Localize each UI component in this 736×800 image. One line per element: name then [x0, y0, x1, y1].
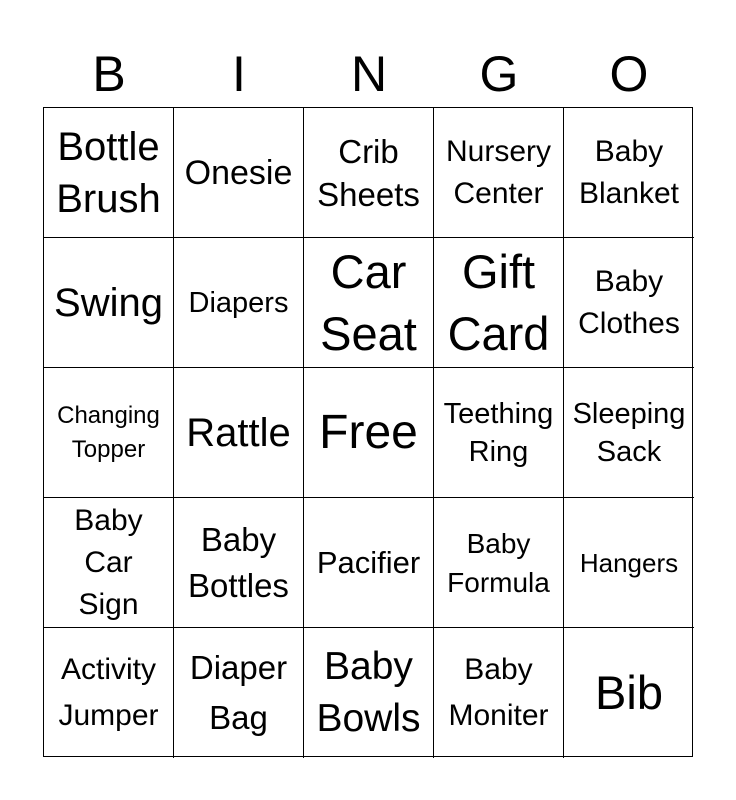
- cell-label: Free: [319, 405, 418, 459]
- cell-label: Diapers: [188, 286, 289, 319]
- bingo-cell: [174, 368, 304, 498]
- cell-label: Baby Blanket: [578, 134, 680, 210]
- header-letter-i: I: [232, 46, 246, 102]
- cell-label: Bottle Brush: [56, 124, 161, 221]
- bingo-cell: [174, 108, 304, 238]
- bingo-cell: [304, 498, 434, 628]
- bingo-cell: [304, 108, 434, 238]
- cell-label: Diaper Bag: [189, 649, 288, 736]
- cell-label: Onesie: [184, 153, 293, 192]
- header-letter-b: B: [92, 46, 126, 102]
- bingo-cell: [44, 628, 174, 758]
- cell-label: Baby Formula: [447, 527, 550, 598]
- header-letter-n: N: [350, 46, 388, 102]
- bingo-cell: [44, 498, 174, 628]
- cell-label: Pacifier: [316, 544, 421, 580]
- bingo-card-grid: [43, 107, 693, 757]
- header-letter-o: O: [609, 46, 649, 102]
- header-letter-g: G: [479, 46, 519, 102]
- bingo-cell: [304, 628, 434, 758]
- bingo-header: [44, 44, 694, 104]
- cell-label: Swing: [54, 280, 163, 325]
- cell-label: Baby Car Sign: [74, 503, 143, 621]
- cell-label: Baby Moniter: [448, 653, 549, 732]
- cell-label: Changing Topper: [57, 401, 160, 463]
- bingo-cell: [564, 368, 694, 498]
- bingo-cell: [564, 108, 694, 238]
- bingo-cell: [304, 238, 434, 368]
- bingo-cell: [174, 498, 304, 628]
- cell-label: Hangers: [579, 547, 679, 578]
- bingo-cell: [44, 368, 174, 498]
- cell-label: Baby Bottles: [188, 520, 289, 604]
- bingo-cell: [564, 628, 694, 758]
- cell-label: Teething Ring: [443, 397, 554, 468]
- cell-label: Activity Jumper: [58, 653, 159, 732]
- cell-label: Gift Card: [447, 244, 550, 360]
- bingo-cell: [174, 628, 304, 758]
- cell-label: Nursery Center: [445, 134, 551, 210]
- free-space: [304, 368, 434, 498]
- cell-label: Car Seat: [320, 244, 417, 360]
- cell-label: Crib Sheets: [317, 132, 420, 213]
- bingo-cell: [564, 238, 694, 368]
- bingo-cell: [434, 368, 564, 498]
- bingo-cell: [434, 498, 564, 628]
- cell-label: Baby Bowls: [316, 645, 421, 740]
- bingo-cell: [434, 238, 564, 368]
- bingo-cell: [44, 108, 174, 238]
- bingo-cell: [434, 628, 564, 758]
- cell-label: Bib: [595, 666, 663, 719]
- bingo-cell: [174, 238, 304, 368]
- cell-label: Baby Clothes: [578, 264, 680, 340]
- cell-label: Sleeping Sack: [572, 397, 686, 468]
- bingo-cell: [564, 498, 694, 628]
- bingo-cell: [44, 238, 174, 368]
- bingo-cell: [434, 108, 564, 238]
- cell-label: Rattle: [186, 410, 291, 455]
